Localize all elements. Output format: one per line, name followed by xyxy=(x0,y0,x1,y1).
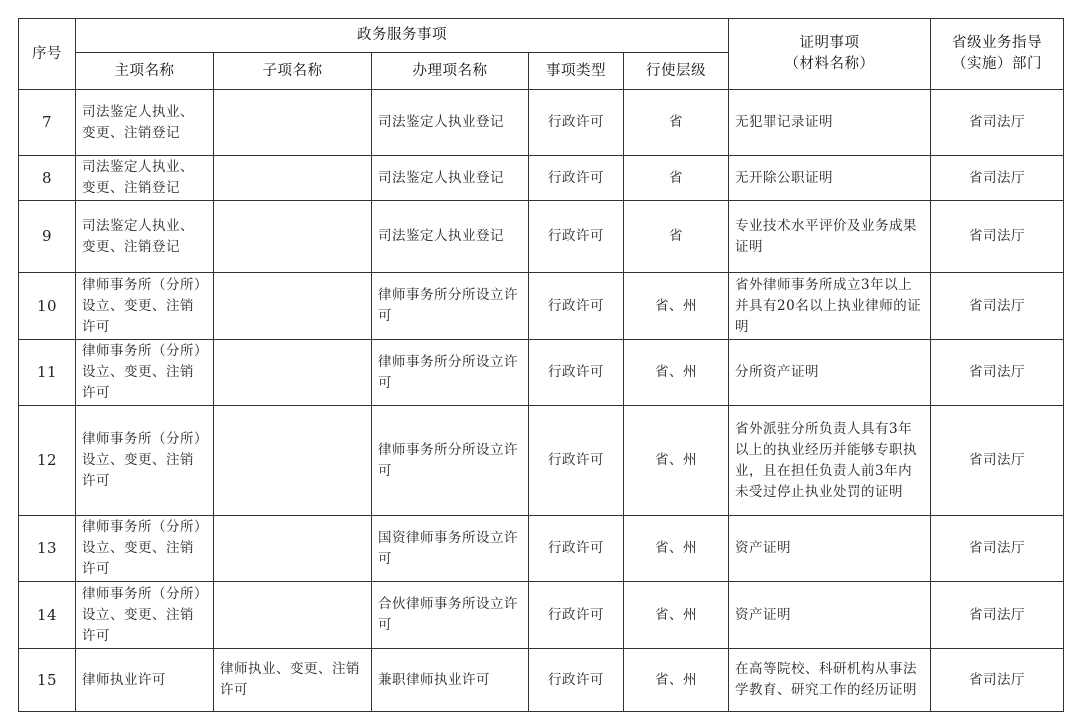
header-certificate xyxy=(729,19,931,90)
table-row xyxy=(19,516,1064,582)
cell-item-type: 行政许可 xyxy=(529,649,624,712)
cell-main-name: 律师事务所（分所）设立、变更、注销许可 xyxy=(76,340,214,406)
cell-main-name: 律师事务所（分所）设立、变更、注销许可 xyxy=(76,582,214,649)
table-row xyxy=(19,273,1064,340)
cell-department: 省司法厅 xyxy=(931,201,1064,273)
cell-department: 省司法厅 xyxy=(931,340,1064,406)
table-body xyxy=(19,90,1064,712)
cell-main-name: 律师事务所（分所）设立、变更、注销许可 xyxy=(76,406,214,516)
cell-department: 省司法厅 xyxy=(931,90,1064,156)
table-row xyxy=(19,582,1064,649)
cell-certificate: 无犯罪记录证明 xyxy=(729,90,931,156)
header-department-line2: （实施）部门 xyxy=(952,56,1043,72)
cell-handle-name: 司法鉴定人执业登记 xyxy=(372,156,529,201)
cell-department: 省司法厅 xyxy=(931,406,1064,516)
cell-main-name: 律师执业许可 xyxy=(76,649,214,712)
cell-sub-name xyxy=(214,340,372,406)
cell-certificate: 资产证明 xyxy=(729,582,931,649)
cell-level: 省 xyxy=(624,201,729,273)
cell-sub-name xyxy=(214,201,372,273)
cell-sub-name xyxy=(214,516,372,582)
cell-department: 省司法厅 xyxy=(931,273,1064,340)
cell-department: 省司法厅 xyxy=(931,516,1064,582)
cell-sub-name xyxy=(214,582,372,649)
cell-certificate: 省外派驻分所负责人具有3年以上的执业经历并能够专职执业，且在担任负责人前3年内未受过停止执业处罚的证明 xyxy=(729,406,931,516)
cell-level: 省 xyxy=(624,90,729,156)
cell-handle-name: 合伙律师事务所设立许可 xyxy=(372,582,529,649)
cell-level: 省、州 xyxy=(624,516,729,582)
cell-department: 省司法厅 xyxy=(931,649,1064,712)
cell-certificate: 资产证明 xyxy=(729,516,931,582)
header-service-group: 政务服务事项 xyxy=(76,19,729,53)
cell-sub-name xyxy=(214,156,372,201)
cell-seq: 11 xyxy=(19,340,76,406)
cell-certificate: 省外律师事务所成立3年以上并具有20名以上执业律师的证明 xyxy=(729,273,931,340)
cell-main-name: 司法鉴定人执业、变更、注销登记 xyxy=(76,201,214,273)
header-department-line1: 省级业务指导 xyxy=(952,35,1043,51)
table-row xyxy=(19,156,1064,201)
cell-certificate: 专业技术水平评价及业务成果证明 xyxy=(729,201,931,273)
header-seq: 序号 xyxy=(19,19,76,90)
cell-seq: 8 xyxy=(19,156,76,201)
cell-handle-name: 司法鉴定人执业登记 xyxy=(372,201,529,273)
cell-seq: 12 xyxy=(19,406,76,516)
cell-handle-name: 兼职律师执业许可 xyxy=(372,649,529,712)
cell-handle-name: 律师事务所分所设立许可 xyxy=(372,406,529,516)
header-department xyxy=(931,19,1064,90)
cell-certificate: 分所资产证明 xyxy=(729,340,931,406)
cell-item-type: 行政许可 xyxy=(529,273,624,340)
cell-sub-name: 律师执业、变更、注销许可 xyxy=(214,649,372,712)
cell-level: 省、州 xyxy=(624,582,729,649)
header-main-name: 主项名称 xyxy=(76,53,214,90)
cell-seq: 14 xyxy=(19,582,76,649)
cell-item-type: 行政许可 xyxy=(529,340,624,406)
header-level: 行使层级 xyxy=(624,53,729,90)
cell-level: 省 xyxy=(624,156,729,201)
table-row xyxy=(19,406,1064,516)
cell-seq: 7 xyxy=(19,90,76,156)
header-certificate-line1: 证明事项 xyxy=(799,35,860,51)
header-item-type: 事项类型 xyxy=(529,53,624,90)
cell-level: 省、州 xyxy=(624,406,729,516)
cell-item-type: 行政许可 xyxy=(529,582,624,649)
service-items-table xyxy=(18,18,1064,712)
cell-handle-name: 律师事务所分所设立许可 xyxy=(372,340,529,406)
cell-main-name: 律师事务所（分所）设立、变更、注销许可 xyxy=(76,273,214,340)
cell-main-name: 律师事务所（分所）设立、变更、注销许可 xyxy=(76,516,214,582)
cell-certificate: 在高等院校、科研机构从事法学教育、研究工作的经历证明 xyxy=(729,649,931,712)
cell-sub-name xyxy=(214,406,372,516)
cell-item-type: 行政许可 xyxy=(529,201,624,273)
cell-sub-name xyxy=(214,90,372,156)
cell-handle-name: 司法鉴定人执业登记 xyxy=(372,90,529,156)
cell-department: 省司法厅 xyxy=(931,582,1064,649)
cell-item-type: 行政许可 xyxy=(529,90,624,156)
cell-item-type: 行政许可 xyxy=(529,406,624,516)
cell-seq: 13 xyxy=(19,516,76,582)
cell-certificate: 无开除公职证明 xyxy=(729,156,931,201)
cell-seq: 10 xyxy=(19,273,76,340)
table-row xyxy=(19,90,1064,156)
cell-item-type: 行政许可 xyxy=(529,516,624,582)
header-sub-name: 子项名称 xyxy=(214,53,372,90)
cell-item-type: 行政许可 xyxy=(529,156,624,201)
header-certificate-line2: （材料名称） xyxy=(784,56,875,72)
cell-level: 省、州 xyxy=(624,340,729,406)
cell-seq: 9 xyxy=(19,201,76,273)
cell-seq: 15 xyxy=(19,649,76,712)
table-row xyxy=(19,340,1064,406)
cell-main-name: 司法鉴定人执业、变更、注销登记 xyxy=(76,90,214,156)
cell-handle-name: 国资律师事务所设立许可 xyxy=(372,516,529,582)
cell-handle-name: 律师事务所分所设立许可 xyxy=(372,273,529,340)
cell-department: 省司法厅 xyxy=(931,156,1064,201)
header-handle-name: 办理项名称 xyxy=(372,53,529,90)
cell-level: 省、州 xyxy=(624,649,729,712)
table-row xyxy=(19,201,1064,273)
table-row xyxy=(19,649,1064,712)
cell-main-name: 司法鉴定人执业、变更、注销登记 xyxy=(76,156,214,201)
cell-sub-name xyxy=(214,273,372,340)
cell-level: 省、州 xyxy=(624,273,729,340)
